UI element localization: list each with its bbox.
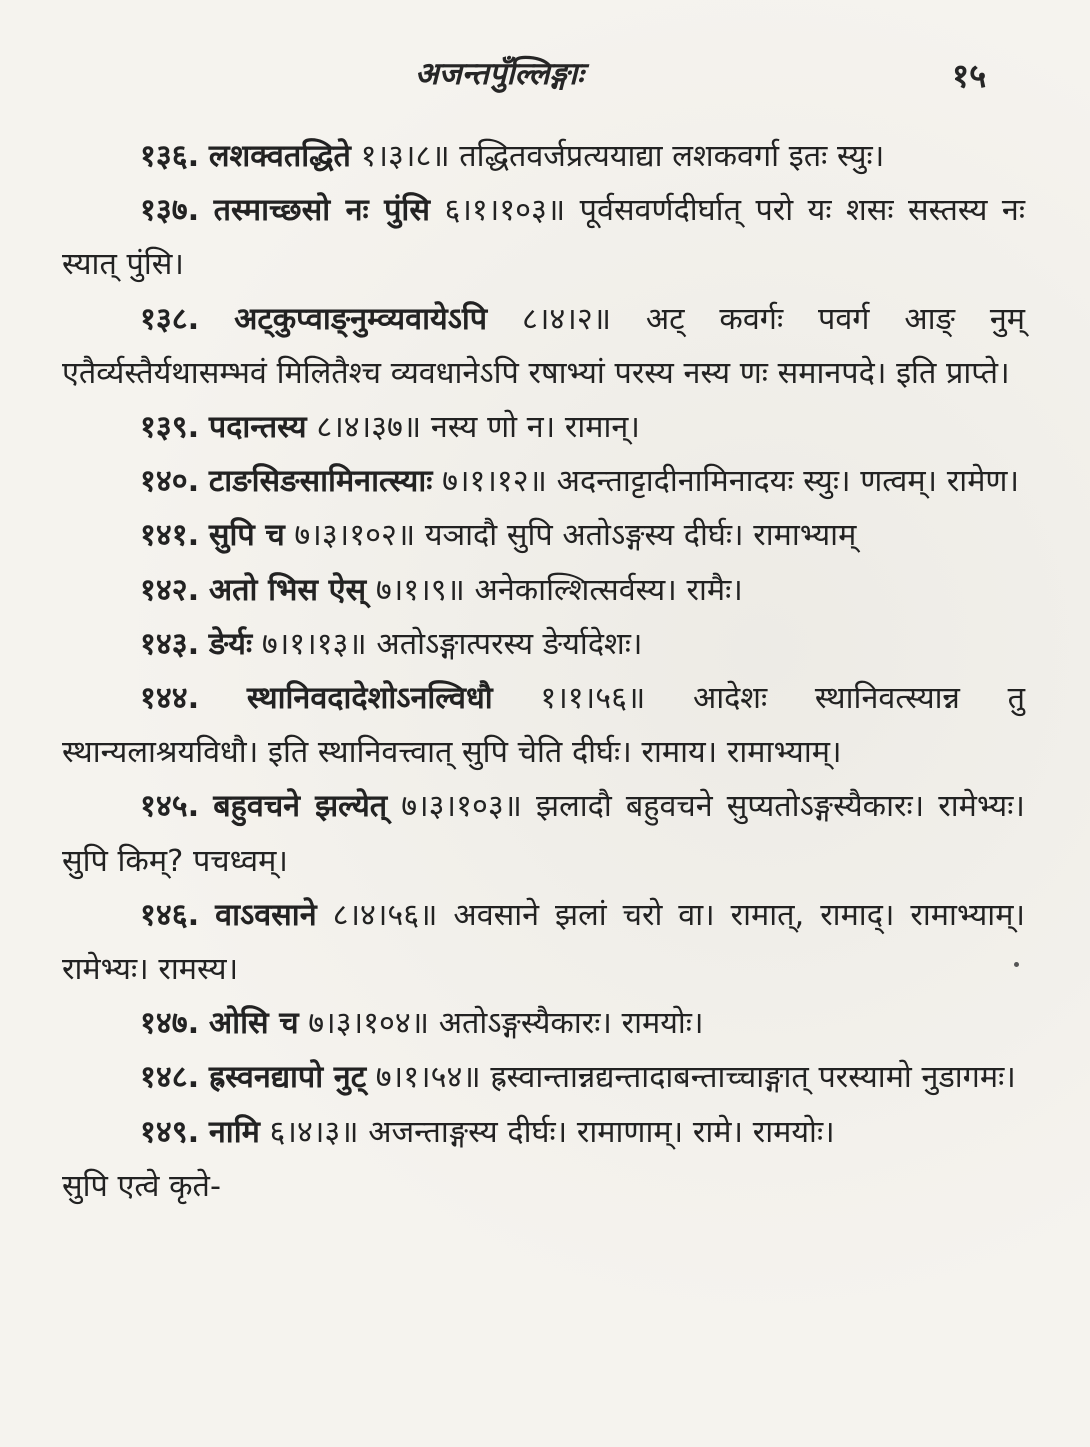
sutra-reference: ६।१।१०३॥ — [444, 193, 566, 229]
sutra-text: पदान्तस्य — [208, 410, 307, 446]
sutra-commentary: अट् कवर्गः पवर्ग आङ् नुम् एतैर्व्यस्तैर्यथासम्भवं मिलितैश्च व्यवधानेऽपि रषाभ्यां परस्य नस्य णः समानपदे। इति प्राप्ते। — [62, 301, 1026, 391]
sutra-commentary: अनेकाल्शित्सर्वस्य। रामैः। — [474, 572, 743, 608]
sutra-paragraph — [62, 509, 1025, 563]
sutra-paragraph — [62, 672, 1025, 780]
sutra-reference: ७।३।१०३॥ — [401, 789, 522, 825]
sutra-commentary: अजन्ताङ्गस्य दीर्घः। रामाणाम्। रामे। रामयोः। — [368, 1114, 835, 1150]
sutra-number: १४१. — [140, 518, 200, 554]
sutra-number: १३७. — [140, 193, 200, 229]
sutra-text: टाङसिङसामिनात्स्याः — [208, 464, 433, 500]
sutra-number: १४२. — [140, 572, 200, 608]
sutra-number: १४०. — [140, 464, 200, 500]
sutra-paragraph — [62, 1106, 1025, 1160]
sutra-reference: १।३।८॥ — [360, 139, 450, 174]
sutra-commentary: तद्धितवर्जप्रत्ययाद्या लशकवर्गा इतः स्युः। — [459, 139, 885, 174]
sutra-paragraph — [62, 293, 1025, 401]
sutra-number: १४४. — [140, 681, 200, 717]
sutra-reference: ७।१।९॥ — [375, 572, 465, 608]
sutra-number: १४६. — [140, 897, 200, 933]
sutra-paragraph — [62, 889, 1025, 997]
sutra-text: अतो भिस ऐस् — [208, 572, 367, 608]
page-number: १५ — [952, 56, 987, 95]
sutra-text: ङेर्यः — [208, 626, 253, 662]
sutra-paragraph — [62, 564, 1025, 618]
page-body — [62, 130, 1025, 1214]
sutra-number: १४३. — [140, 626, 200, 662]
sutra-paragraph — [62, 455, 1025, 509]
sutra-text: सुपि च — [208, 518, 285, 554]
sutra-commentary: झलादौ बहुवचने सुप्यतोऽङ्गस्यैकारः। रामेभ्यः। सुपि किम्? पचध्वम्। — [62, 789, 1025, 879]
scan-speck — [1014, 962, 1019, 967]
sutra-paragraph — [62, 401, 1025, 455]
sutra-reference: ७।१।१२॥ — [442, 464, 547, 500]
sutra-paragraph — [62, 184, 1025, 292]
sutra-reference: ८।४।२॥ — [522, 301, 611, 337]
sutra-commentary: ह्रस्वान्तान्नद्यन्तादाबन्ताच्चाङ्गात् परस्यामो नुडागमः। — [490, 1060, 1016, 1096]
sutra-reference: ७।३।१०२॥ — [294, 518, 416, 554]
running-title: अजन्तपुँल्लिङ्गाः — [415, 56, 584, 92]
sutra-paragraph — [62, 997, 1025, 1051]
sutra-commentary: अवसाने झलां चरो वा। रामात्, रामाद्। रामाभ्याम्। रामेभ्यः। रामस्य। — [62, 897, 1025, 988]
sutra-commentary: आदेशः स्थानिवत्स्यान्न तु स्थान्यलाश्रयविधौ। इति स्थानिवत्त्वात् सुपि चेति दीर्घः। रामाय। रामाभ्याम्। — [62, 681, 1026, 771]
sutra-reference: ७।३।१०४॥ — [308, 1006, 429, 1042]
sutra-number: १४९. — [140, 1114, 200, 1150]
sutra-text: बहुवचने झल्येत् — [213, 789, 388, 825]
sutra-reference: ८।४।३७॥ — [316, 410, 422, 446]
sutra-reference: ६।४।३॥ — [269, 1114, 359, 1150]
sutra-number: १४७. — [140, 1006, 200, 1042]
sutra-paragraph — [62, 1051, 1025, 1105]
sutra-reference: ८।४।५६॥ — [332, 897, 438, 933]
sutra-paragraph — [62, 780, 1025, 888]
sutra-number: १४५. — [140, 789, 200, 825]
sutra-text: लशक्वतद्धिते — [208, 139, 351, 174]
sutra-text: तस्माच्छसो नः पुंसि — [213, 193, 430, 229]
sutra-number: १४८. — [140, 1060, 200, 1096]
sutra-text: स्थानिवदादेशोऽनल्विधौ — [246, 681, 493, 717]
sutra-paragraph — [62, 130, 1025, 184]
sutra-commentary: नस्य णो न। रामान्। — [430, 410, 640, 446]
sutra-text: नामि — [208, 1114, 260, 1150]
sutra-commentary: अदन्ताट्टादीनामिनादयः स्युः। णत्वम्। रामेण। — [556, 464, 1020, 500]
page-header — [0, 52, 1090, 102]
sutra-text: अट्कुप्वाङ्नुम्व्यवायेऽपि — [234, 301, 488, 337]
sutra-reference: ७।१।५४॥ — [375, 1060, 481, 1096]
sutra-number: १३८. — [140, 301, 200, 337]
sutra-text: ह्रस्वनद्यापो नुट् — [208, 1060, 367, 1096]
sutra-reference: १।१।५६॥ — [540, 681, 646, 717]
sutra-number: १३९. — [140, 410, 200, 446]
sutra-commentary: यञादौ सुपि अतोऽङ्गस्य दीर्घः। रामाभ्याम् — [424, 518, 857, 554]
sutra-reference: ७।१।१३॥ — [261, 626, 367, 662]
sutra-text: वाऽवसाने — [215, 897, 317, 933]
sutra-number: १३६. — [140, 139, 200, 174]
continuation-line: सुपि एत्वे कृते- — [62, 1168, 221, 1204]
sutra-commentary: पूर्वसवर्णदीर्घात् परो यः शसः सस्तस्य नः स्यात् पुंसि। — [62, 193, 1026, 283]
sutra-commentary: अतोऽङ्गात्परस्य ङेर्यादेशः। — [376, 626, 643, 662]
sutra-paragraph — [62, 618, 1025, 672]
sutra-commentary: अतोऽङ्गस्यैकारः। रामयोः। — [438, 1006, 704, 1042]
sutra-text: ओसि च — [208, 1006, 299, 1042]
